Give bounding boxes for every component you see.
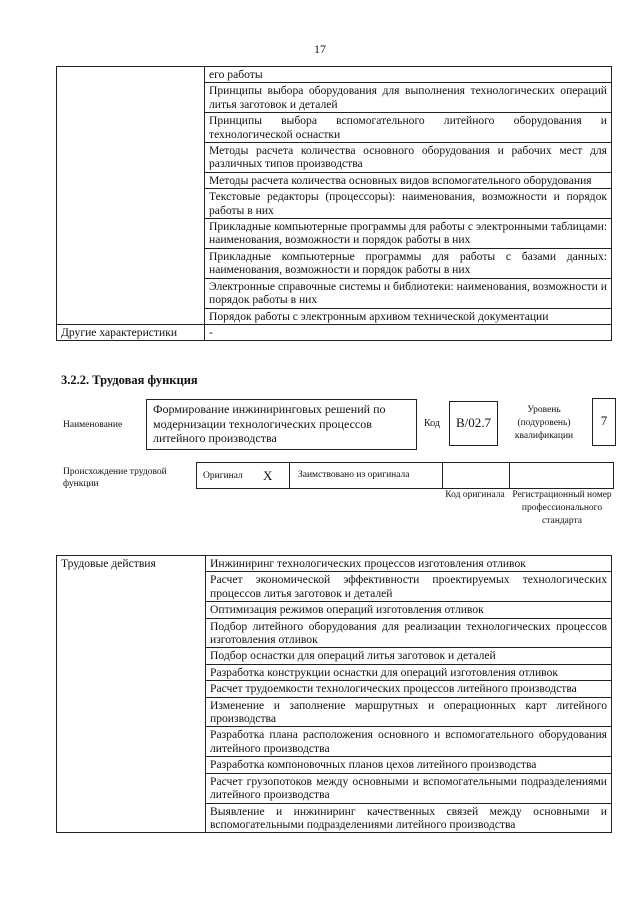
table-cell: Прикладные компьютерные программы для работы с базами данных: наименования, возможности и порядок работы в них: [205, 248, 612, 278]
table-cell: Методы расчета количества основного оборудования и рабочих мест для различных типов производства: [205, 143, 612, 173]
origin-reg-number-cell: [510, 463, 613, 488]
table-cell: Методы расчета количества основных видов вспомогательного оборудования: [205, 172, 612, 188]
table-cell: Прикладные компьютерные программы для работы с электронными таблицами: наименования, возможности и порядок работы в них: [205, 219, 612, 249]
other-characteristics-label: Другие характеристики: [57, 324, 205, 340]
table-cell: Подбор оснастки для операций литья заготовок и деталей: [206, 648, 612, 664]
section-title: 3.2.2. Трудовая функция: [61, 373, 198, 387]
table-cell: Инжиниринг технологических процессов изготовления отливок: [206, 556, 612, 572]
table-cell: его работы: [205, 67, 612, 83]
qualification-level-value: 7: [600, 413, 608, 428]
code-value: В/02.7: [455, 415, 492, 430]
table-cell: Расчет грузопотоков между основными и вспомогательными подразделениями литейного производства: [206, 773, 612, 803]
table-cell: Расчет трудоемкости технологических процессов литейного производства: [206, 681, 612, 697]
table-cell: Изменение и заполнение маршрутных и операционных карт литейного производства: [206, 697, 612, 727]
page-number: 17: [314, 42, 326, 56]
name-box: [146, 399, 417, 450]
registration-number-caption: Регистрационный номер профессионального стандарта: [512, 490, 612, 526]
level-box: [592, 398, 616, 446]
knowledge-table: [56, 66, 612, 341]
origin-original-mark: X: [263, 468, 273, 483]
table-cell: Разработка плана расположения основного и вспомогательного оборудования литейного производства: [206, 727, 612, 757]
code-label: Код: [424, 418, 440, 429]
table-row: [57, 67, 612, 83]
table-cell: Подбор литейного оборудования для реализации технологических процессов изготовления отливок: [206, 618, 612, 648]
table-cell: Текстовые редакторы (процессоры): наименования, возможности и порядок работы в них: [205, 189, 612, 219]
name-label: Наименование: [63, 420, 123, 430]
table-cell: Электронные справочные системы и библиотеки: наименования, возможности и порядок работы в них: [205, 278, 612, 308]
table-cell: Оптимизация режимов операций изготовления отливок: [206, 602, 612, 618]
origin-original-label: Оригинал: [203, 471, 243, 481]
table-label-cell: [57, 67, 205, 325]
origin-borrowed-cell: [290, 463, 443, 488]
table-cell: Разработка компоновочных планов цехов литейного производства: [206, 757, 612, 773]
origin-label: Происхождение трудовой функции: [63, 467, 167, 489]
original-code-caption: Код оригинала: [445, 490, 505, 500]
table-cell: Принципы выбора вспомогательного литейного оборудования и технологической оснастки: [205, 113, 612, 143]
table-cell: Выявление и инжиниринг качественных связей между основными и вспомогательными подразделениями литейного производства: [206, 803, 612, 833]
function-name-value: Формирование инжиниринговых решений по модернизации технологических процессов литейного производства: [153, 402, 386, 445]
table-cell: Разработка конструкции оснастки для операций изготовления отливок: [206, 664, 612, 680]
code-box: [449, 401, 498, 446]
other-characteristics-value: -: [205, 324, 612, 340]
table-cell: Расчет экономической эффективности проектируемых технологических процессов литья заготовок и деталей: [206, 572, 612, 602]
origin-borrowed-label: Заимствовано из оригинала: [298, 470, 410, 480]
table-row: [57, 556, 612, 572]
origin-original-cell: [197, 463, 290, 488]
origin-row: [196, 462, 614, 489]
labor-actions-label: Трудовые действия: [57, 556, 206, 833]
origin-code-cell: [443, 463, 510, 488]
table-cell: Принципы выбора оборудования для выполнения технологических операций литья заготовок и деталей: [205, 83, 612, 113]
qualification-level-label: Уровень (подуровень) квалификации: [514, 405, 574, 441]
table-row: [57, 324, 612, 340]
labor-actions-table: [56, 555, 612, 833]
table-cell: Порядок работы с электронным архивом технической документации: [205, 308, 612, 324]
